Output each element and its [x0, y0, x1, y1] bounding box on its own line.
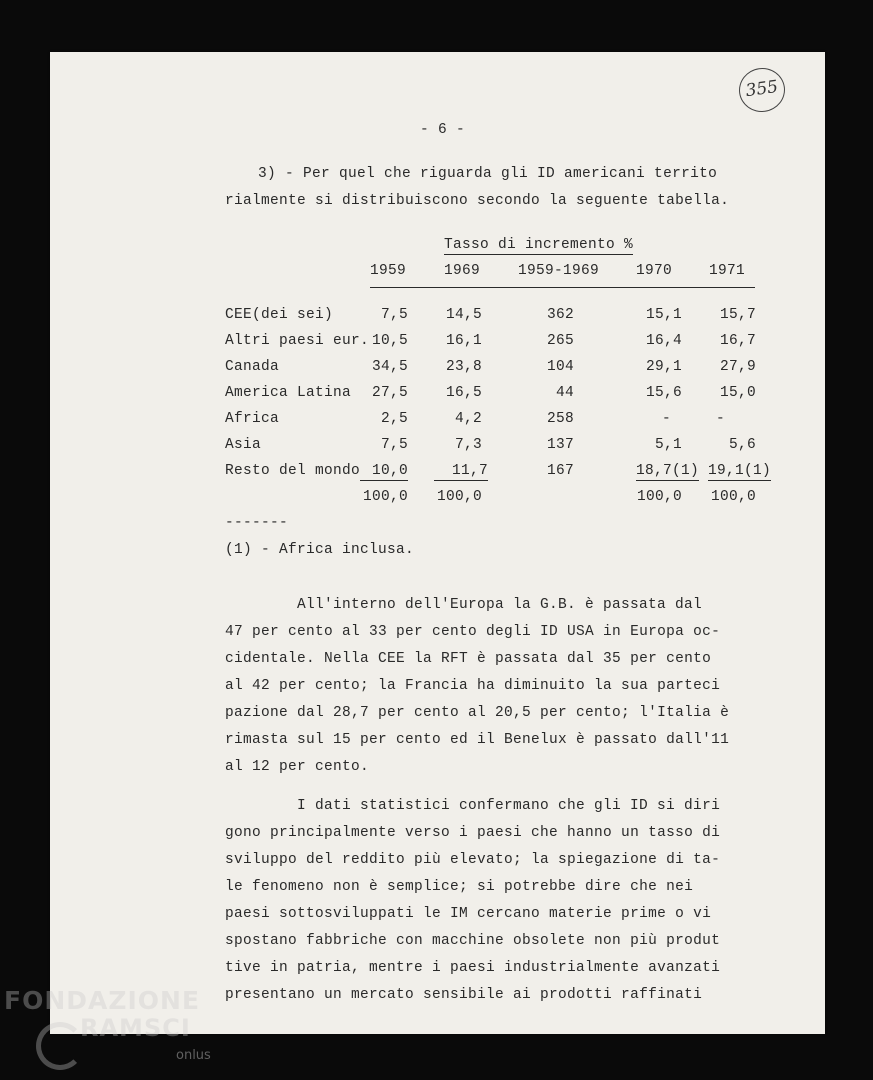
para1-line: al 12 per cento.: [225, 759, 370, 775]
cell-1959: 27,5: [371, 385, 408, 401]
cell-1959-1969: 362: [546, 307, 574, 323]
para2-line: tive in patria, mentre i paesi industrialmente avanzati: [225, 960, 721, 976]
watermark-suffix: onlus: [176, 1048, 211, 1063]
cell-1970: 29,1: [645, 359, 682, 375]
cell-1959-1969: 44: [555, 385, 574, 401]
cell-1959-1969: 265: [546, 333, 574, 349]
watermark-line-2: RAMSCI: [80, 1014, 191, 1042]
intro-line-1: 3) - Per quel che riguarda gli ID americani territo: [258, 166, 718, 182]
table-header-rule: [370, 287, 755, 288]
cell-1969: 23,8: [445, 359, 482, 375]
intro-line-2: rialmente si distribuiscono secondo la seguente tabella.: [225, 193, 730, 209]
para2-line: spostano fabbriche con macchine obsolete non più produt: [225, 933, 721, 949]
cell-1959-1969: 167: [546, 463, 574, 479]
header-1969: 1969: [444, 263, 481, 279]
row-label: CEE(dei sei): [225, 307, 334, 323]
cell-1959: 2,5: [380, 411, 408, 427]
para1-line: rimasta sul 15 per cento ed il Benelux è passato dall'11: [225, 732, 730, 748]
row-label: Canada: [225, 359, 280, 375]
cell-1969: 11,7: [434, 462, 488, 481]
cell-1971: 5,6: [728, 437, 756, 453]
cell-1959-1969: 258: [546, 411, 574, 427]
cell-1971: 15,0: [719, 385, 756, 401]
cell-1971: 27,9: [719, 359, 756, 375]
page-number: - 6 -: [420, 122, 466, 138]
para2-line: paesi sottosviluppati le IM cercano materie prime o vi: [225, 906, 712, 922]
cell-1959: 10,0: [360, 462, 408, 481]
total-1959: 100,0: [362, 489, 408, 505]
cell-1969: 16,5: [445, 385, 482, 401]
cell-1959-1969: 137: [546, 437, 574, 453]
footnote-rule: -------: [225, 515, 289, 531]
cell-1959: 10,5: [371, 333, 408, 349]
cell-1969: 7,3: [454, 437, 482, 453]
header-1959: 1959: [370, 263, 407, 279]
row-label: America Latina: [225, 385, 352, 401]
cell-1959: 34,5: [371, 359, 408, 375]
cell-1970: 18,7(1): [636, 463, 700, 479]
para1-line: All'interno dell'Europa la G.B. è passata dal: [297, 597, 703, 613]
para2-line: sviluppo del reddito più elevato; la spiegazione di ta-: [225, 852, 721, 868]
header-1971: 1971: [709, 263, 746, 279]
row-label: Africa: [225, 411, 280, 427]
cell-1971: 19,1(1): [708, 463, 772, 479]
cell-1971: 15,7: [719, 307, 756, 323]
para2-line: presentano un mercato sensibile ai prodotti raffinati: [225, 987, 703, 1003]
cell-1970: -: [662, 411, 672, 427]
archive-stamp: 355: [736, 65, 788, 115]
para2-line: gono principalmente verso i paesi che hanno un tasso di: [225, 825, 721, 841]
row-label: Asia: [225, 437, 262, 453]
cell-1969: 16,1: [445, 333, 482, 349]
total-1971: 100,0: [710, 489, 756, 505]
para1-line: 47 per cento al 33 per cento degli ID USA in Europa oc-: [225, 624, 721, 640]
table-title: Tasso di incremento %: [444, 237, 634, 253]
cell-1959: 7,5: [380, 437, 408, 453]
para2-line: le fenomeno non è semplice; si potrebbe dire che nei: [225, 879, 694, 895]
para2-line: I dati statistici confermano che gli ID si diri: [297, 798, 721, 814]
cell-1970: 16,4: [645, 333, 682, 349]
total-1969: 100,0: [436, 489, 482, 505]
cell-1970: 15,6: [645, 385, 682, 401]
watermark-logo-icon: [36, 1022, 84, 1070]
row-label: Resto del mondo: [225, 463, 361, 479]
row-label: Altri paesi eur.: [225, 333, 370, 349]
para1-line: cidentale. Nella CEE la RFT è passata dal 35 per cento: [225, 651, 712, 667]
para1-line: pazione dal 28,7 per cento al 20,5 per cento; l'Italia è: [225, 705, 730, 721]
header-1970: 1970: [636, 263, 673, 279]
cell-1959: 7,5: [380, 307, 408, 323]
cell-1970: 15,1: [645, 307, 682, 323]
total-1970: 100,0: [636, 489, 682, 505]
cell-1969: 4,2: [454, 411, 482, 427]
footnote-text: (1) - Africa inclusa.: [225, 542, 415, 558]
watermark-line-1: FONDAZIONE: [4, 986, 201, 1015]
cell-1971: -: [716, 411, 726, 427]
cell-1969: 14,5: [445, 307, 482, 323]
cell-1970: 5,1: [654, 437, 682, 453]
cell-1971: 16,7: [719, 333, 756, 349]
cell-1959-1969: 104: [546, 359, 574, 375]
header-1959-1969: 1959-1969: [518, 263, 600, 279]
para1-line: al 42 per cento; la Francia ha diminuito la sua parteci: [225, 678, 721, 694]
